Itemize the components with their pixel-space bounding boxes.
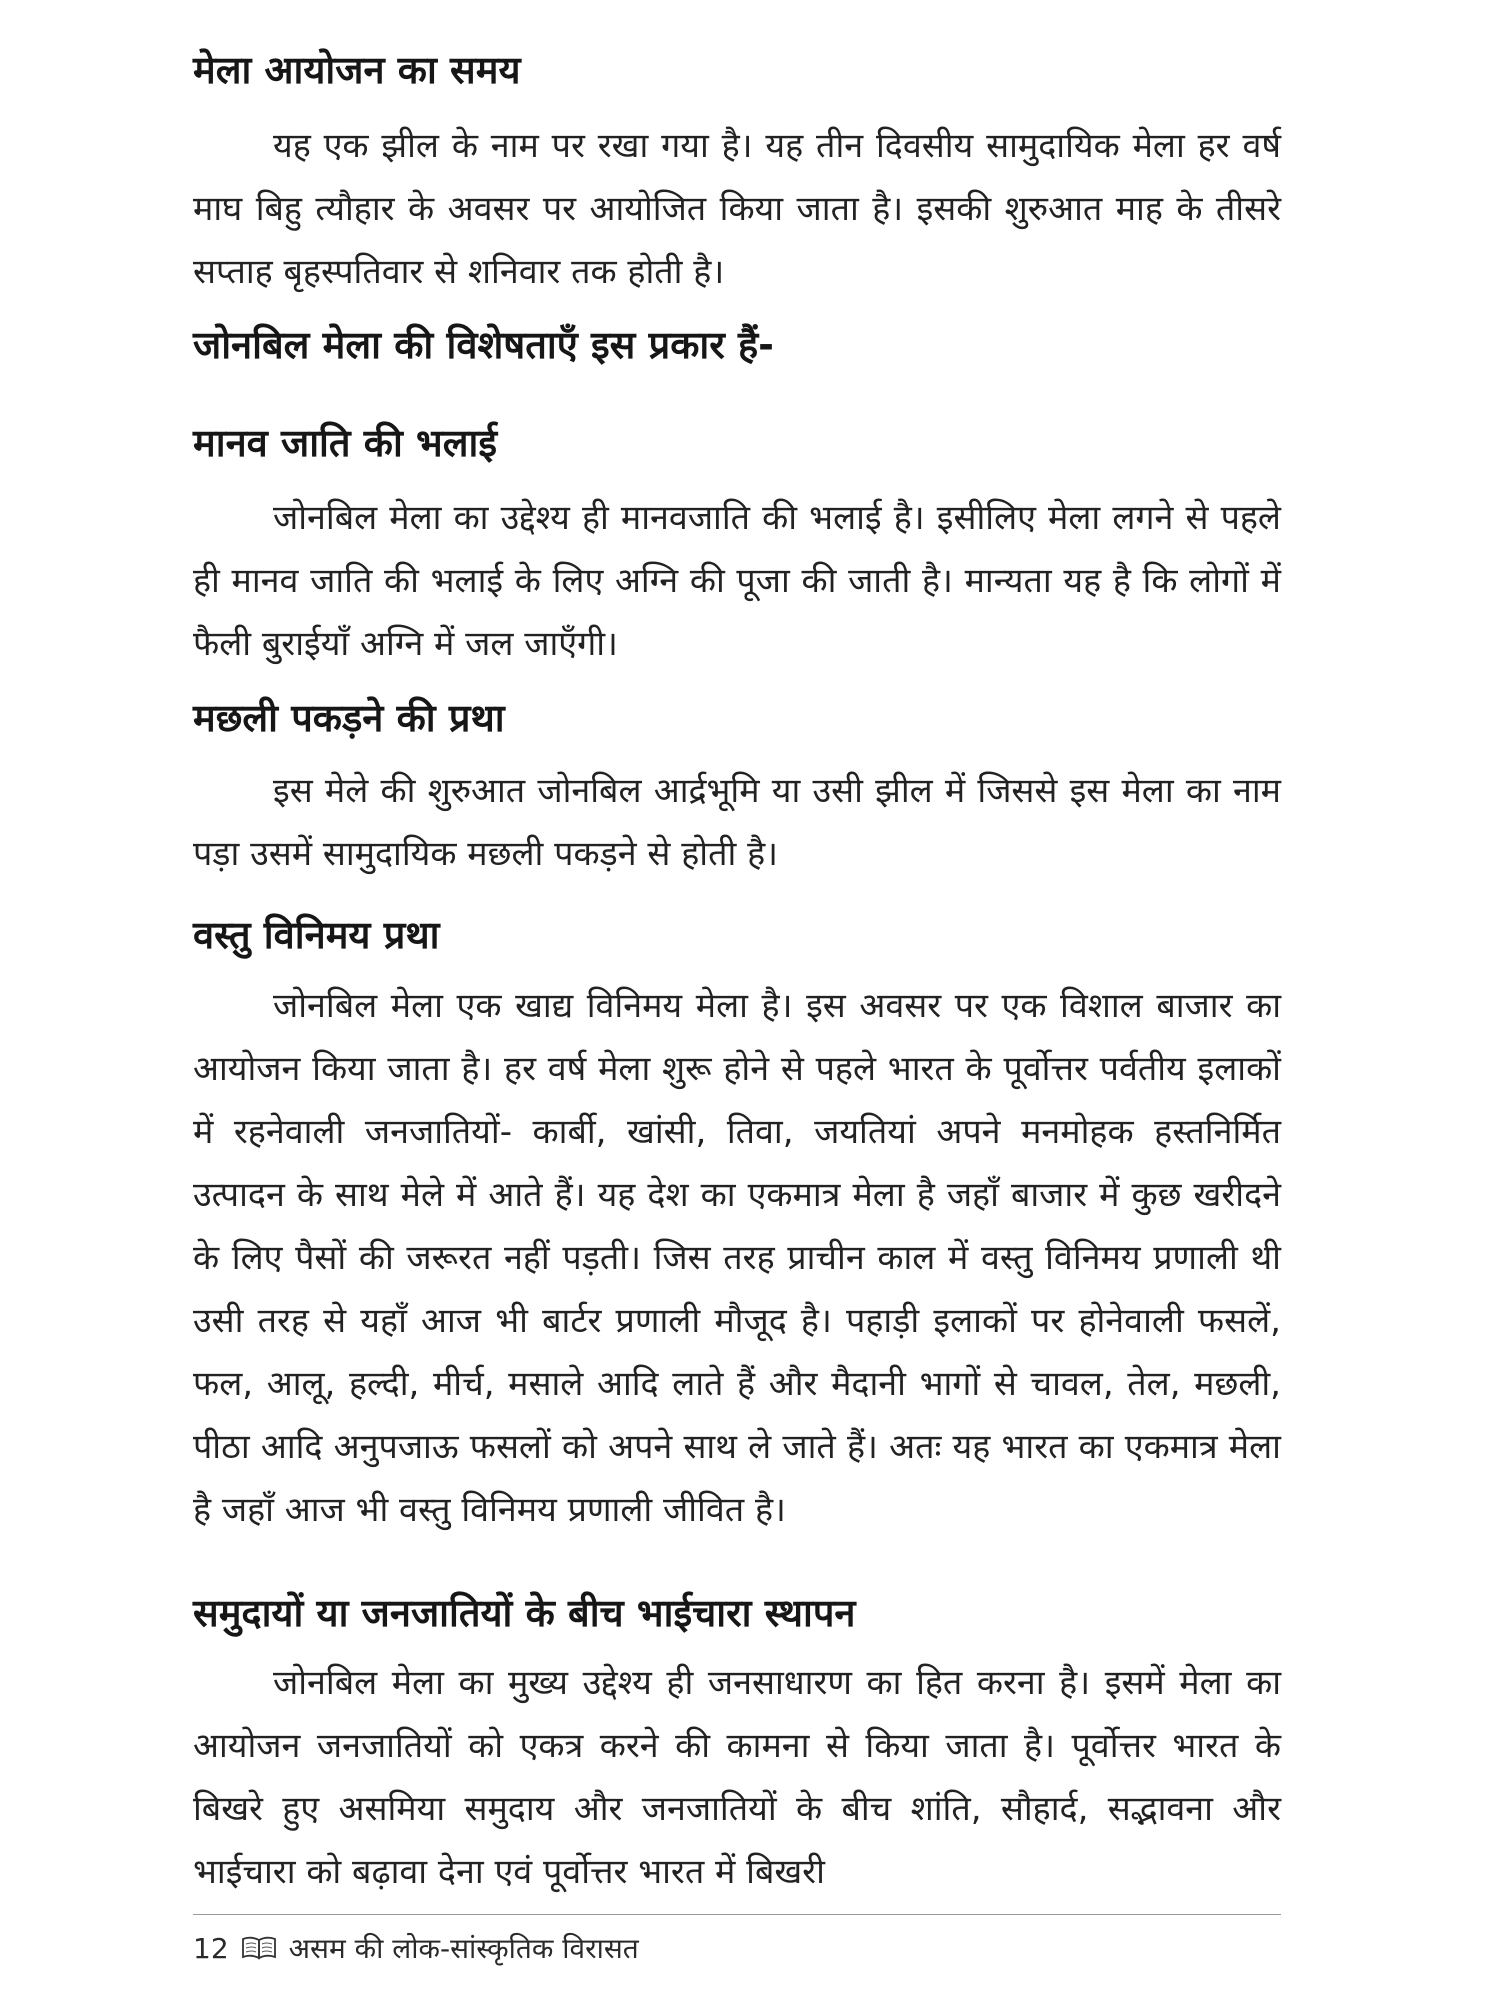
page-footer (193, 1926, 639, 1970)
paragraph-barter-tradition: जोनबिल मेला एक खाद्य विनिमय मेला है। इस अवसर पर एक विशाल बाजार का आयोजन किया जाता है। हर वर्ष मेला शुरू होने से पहले भारत के पूर्वोत्तर पर्वतीय इलाकों में रहनेवाली जनजातियों- कार्बी, खांसी, तिवा, जयतियां अपने मनमोहक हस्तनिर्मित उत्पादन के साथ मेले में आते हैं। यह देश का एकमात्र मेला है जहाँ बाजार में कुछ खरीदने के लिए पैसों की जरूरत नहीं पड़ती। जिस तरह प्राचीन काल में वस्तु विनिमय प्रणाली थी उसी तरह से यहाँ आज भी बार्टर प्रणाली मौजूद है। पहाड़ी इलाकों पर होनेवाली फसलें, फल, आलू, हल्दी, मीर्च, मसाले आदि लाते हैं और मैदानी भागों से चावल, तेल, मछली, पीठा आदि अनुपजाऊ फसलों को अपने साथ ले जाते हैं। अतः यह भारत का एकमात्र मेला है जहाँ आज भी वस्तु विनिमय प्रणाली जीवित है। (193, 986, 1281, 1530)
book-title: असम की लोक-सांस्कृतिक विरासत (288, 1932, 639, 1965)
paragraph-brotherhood: जोनबिल मेला का मुख्य उद्देश्य ही जनसाधारण का हित करना है। इसमें मेला का आयोजन जनजातियों को एकत्र करने की कामना से किया जाता है। पूर्वोत्तर भारत के बिखरे हुए असमिया समुदाय और जनजातियों के बीच शांति, सौहार्द, सद्भावना और भाईचारा को बढ़ावा देना एवं पूर्वोत्तर भारत में बिखरी (193, 1663, 1281, 1892)
heading-fishing-tradition: मछली पकड़ने की प्रथा (193, 696, 505, 740)
footer-divider (193, 1914, 1281, 1915)
paragraph-fair-timing: यह एक झील के नाम पर रखा गया है। यह तीन दिवसीय सामुदायिक मेला हर वर्ष माघ बिहु त्यौहार के अवसर पर आयोजित किया जाता है। इसकी शुरुआत माह के तीसरे सप्ताह बृहस्पतिवार से शनिवार तक होती है। (193, 126, 1281, 292)
heading-brotherhood: समुदायों या जनजातियों के बीच भाईचारा स्थापन (193, 1591, 856, 1635)
paragraph-welfare-of-mankind: जोनबिल मेला का उद्देश्य ही मानवजाति की भलाई है। इसीलिए मेला लगने से पहले ही मानव जाति की भलाई के लिए अग्नि की पूजा की जाती है। मान्यता यह है कि लोगों में फैली बुराईयाँ अग्नि में जल जाएँगी। (193, 498, 1281, 664)
heading-features-intro: जोनबिल मेला की विशेषताएँ इस प्रकार हैं- (193, 323, 774, 367)
page-number: 12 (193, 1931, 229, 1965)
paragraph-fishing-tradition: इस मेले की शुरुआत जोनबिल आर्द्रभूमि या उसी झील में जिससे इस मेला का नाम पड़ा उसमें सामुदायिक मछली पकड़ने से होती है। (193, 771, 1281, 874)
heading-barter-tradition: वस्तु विनिमय प्रथा (193, 913, 440, 957)
book-page (193, 0, 1281, 2007)
heading-welfare-of-mankind: मानव जाति की भलाई (193, 421, 498, 465)
heading-fair-timing: मेला आयोजन का समय (193, 48, 521, 92)
open-book-icon (241, 1935, 277, 1961)
